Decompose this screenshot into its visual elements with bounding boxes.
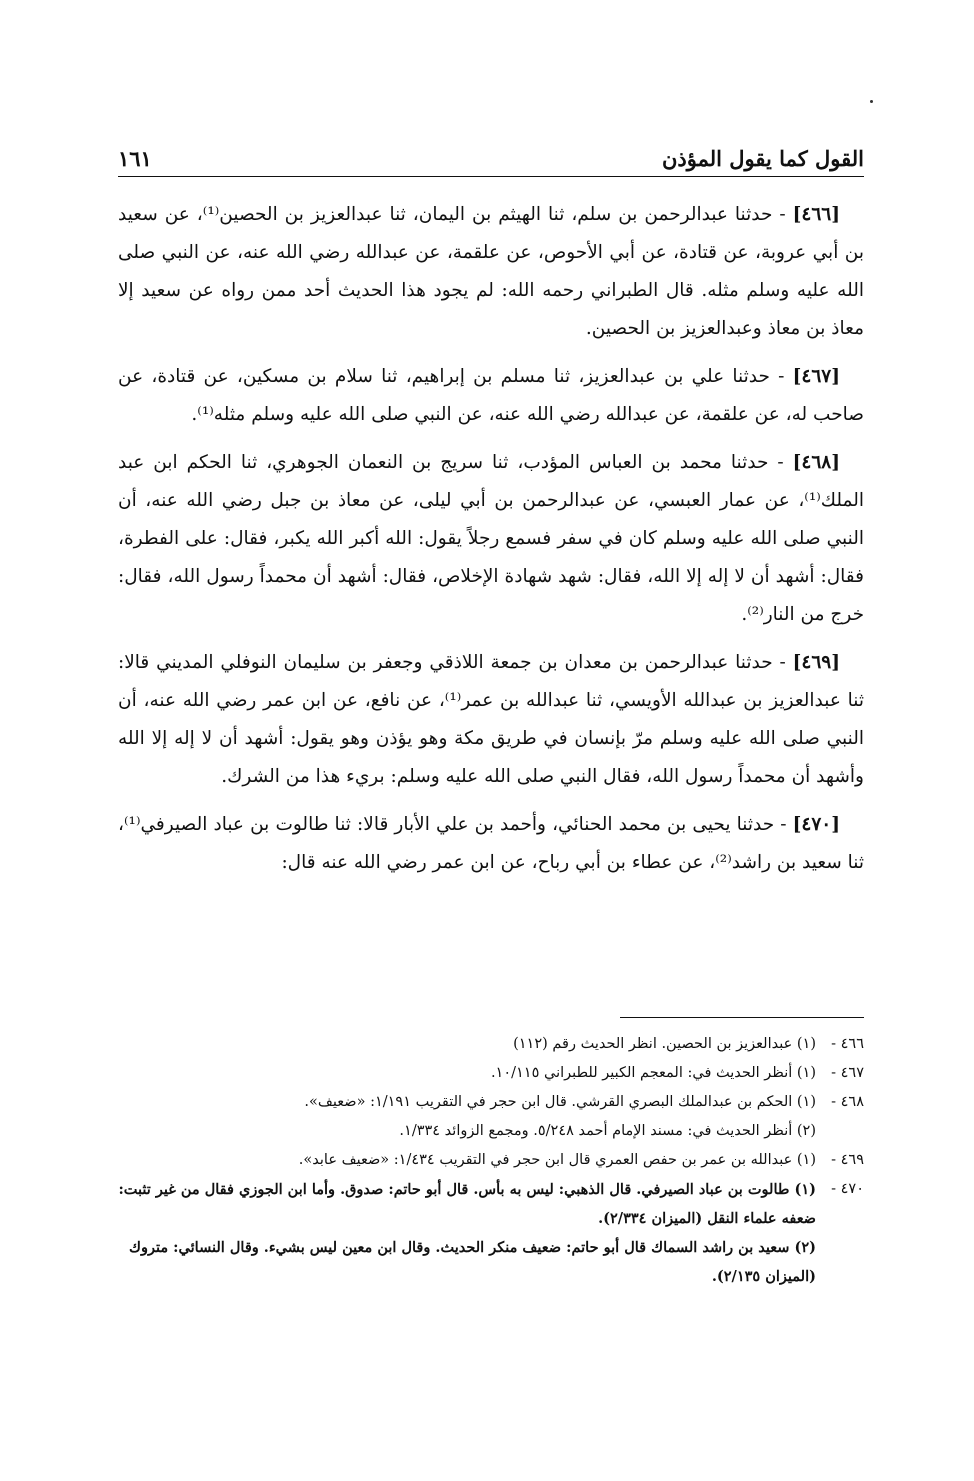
footnote-hadith-ref: ٤٧٠ -	[831, 1181, 864, 1197]
footnote-line: (١) عبدالله بن عمر بن حفص العمري قال ابن حجر في التقريب ١/٤٣٤: «ضعيف عابد».	[298, 1152, 816, 1168]
running-header	[118, 137, 864, 171]
footnote-group	[118, 1175, 864, 1291]
running-title: القول كما يقول المؤذن	[661, 146, 864, 171]
footnote-group	[118, 1059, 864, 1088]
hadith-text: - حدثنا علي بن عبدالعزيز، ثنا مسلم بن إبراهيم، ثنا سلام بن مسكين، عن قتادة، عن صاحب له، عن علقمة، عن عبدالله رضي الله عنه، عن النبي صلى الله عليه وسلم مثله⁽¹⁾.	[118, 366, 864, 425]
footnote-group	[118, 1088, 864, 1146]
footnote-hadith-ref: ٤٦٧ -	[831, 1065, 864, 1081]
hadith-number: [٤٦٩]	[792, 652, 840, 673]
hadith-entry	[118, 444, 864, 634]
hadith-number: [٤٧٠]	[792, 814, 840, 835]
footnote-line: (١) الحكم بن عبدالملك البصري القرشي. قال ابن حجر في التقريب ١/١٩١: «ضعيف».	[304, 1094, 816, 1110]
footnote-hadith-ref: ٤٦٦ -	[831, 1036, 864, 1052]
header-rule	[118, 176, 864, 177]
footnote-line: (١) عبدالعزيز بن الحصين. انظر الحديث رقم (١١٢)	[513, 1036, 816, 1052]
hadith-text: - حدثنا يحيى بن محمد الحنائي، وأحمد بن علي الأبار قالا: ثنا طالوت بن عباد الصيرفي⁽¹⁾، ثنا سعيد بن راشد⁽²⁾، عن عطاء بن أبي رباح، عن ابن عمر رضي الله عنه قال:	[118, 814, 864, 873]
footnote-line: (١) طالوت بن عباد الصيرفي. قال الذهبي: ليس به بأس. قال أبو حاتم: صدوق. وأما ابن الجوزي فقال من غير تثبت: ضعفه علماء النقل (الميزان ٢/٣٣٤).	[118, 1181, 816, 1227]
main-text	[118, 196, 864, 892]
hadith-entry	[118, 196, 864, 348]
hadith-number: [٤٦٧]	[792, 366, 840, 387]
hadith-number: [٤٦٦]	[792, 204, 840, 225]
hadith-entry	[118, 806, 864, 882]
footnote-body	[118, 1088, 816, 1146]
footnote-body	[118, 1175, 816, 1291]
footnote-line: (٢) سعيد بن راشد السماك قال أبو حاتم: ضعيف منكر الحديث. وقال ابن معين ليس بشيء. وقال النسائي: متروك (الميزان ٢/١٣٥).	[129, 1239, 816, 1285]
footnote-body	[118, 1059, 816, 1088]
page-speck	[870, 100, 873, 103]
footnote-line: (١) أنظر الحديث في: المعجم الكبير للطبراني ١٠/١١٥.	[490, 1065, 816, 1081]
hadith-entry	[118, 644, 864, 796]
hadith-text: - حدثنا عبدالرحمن بن معدان بن جمعة اللاذقي وجعفر بن سليمان النوفلي المديني قالا: ثنا عبدالعزيز بن عبدالله الأويسي، ثنا عبدالله بن عمر⁽¹⁾، عن نافع، عن ابن عمر رضي الله عنه، أن النبي صلى الله عليه وسلم مرّ بإنسان في طريق مكة وهو يؤذن وهو يقول: أشهد أن لا إله إلا الله وأشهد أن محمداً رسول الله، فقال النبي صلى الله عليه وسلم: بريء هذا من الشرك.	[118, 652, 864, 787]
footnote-body	[118, 1030, 816, 1059]
footnote-body	[118, 1146, 816, 1175]
footnotes	[118, 1030, 864, 1291]
footnote-hadith-ref: ٤٦٩ -	[831, 1152, 864, 1168]
hadith-entry	[118, 358, 864, 434]
page-number: ١٦١	[118, 146, 152, 171]
footnote-group	[118, 1030, 864, 1059]
hadith-text: - حدثنا عبدالرحمن بن سلم، ثنا الهيثم بن اليمان، ثنا عبدالعزيز بن الحصين⁽¹⁾، عن سعيد بن أبي عروبة، عن قتادة، عن أبي الأحوص، عن علقمة، عن عبدالله رضي الله عنه، عن النبي صلى الله عليه وسلم مثله. قال الطبراني رحمه الله: لم يجود هذا الحديث أحد ممن رواه عن سعيد إلا معاذ بن معاذ وعبدالعزيز بن الحصين.	[118, 204, 864, 339]
footnote-rule	[620, 1017, 864, 1018]
hadith-number: [٤٦٨]	[792, 452, 840, 473]
hadith-text: - حدثنا محمد بن العباس المؤدب، ثنا سريج بن النعمان الجوهري، ثنا الحكم ابن عبد الملك⁽¹⁾، عن عمار العبسي، عن عبدالرحمن بن أبي ليلى، عن معاذ بن جبل رضي الله عنه، أن النبي صلى الله عليه وسلم كان في سفر فسمع رجلاً يقول: الله أكبر الله يكبر، فقال: على الفطرة، فقال: أشهد أن لا إله إلا الله، فقال: شهد شهادة الإخلاص، فقال: أشهد أن محمداً رسول الله، فقال: خرج من النار⁽²⁾.	[118, 452, 864, 625]
footnote-hadith-ref: ٤٦٨ -	[831, 1094, 864, 1110]
footnote-line: (٢) أنظر الحديث في: مسند الإمام أحمد ٥/٢٤٨. ومجمع الزوائد ١/٣٣٤.	[399, 1123, 816, 1139]
footnote-group	[118, 1146, 864, 1175]
